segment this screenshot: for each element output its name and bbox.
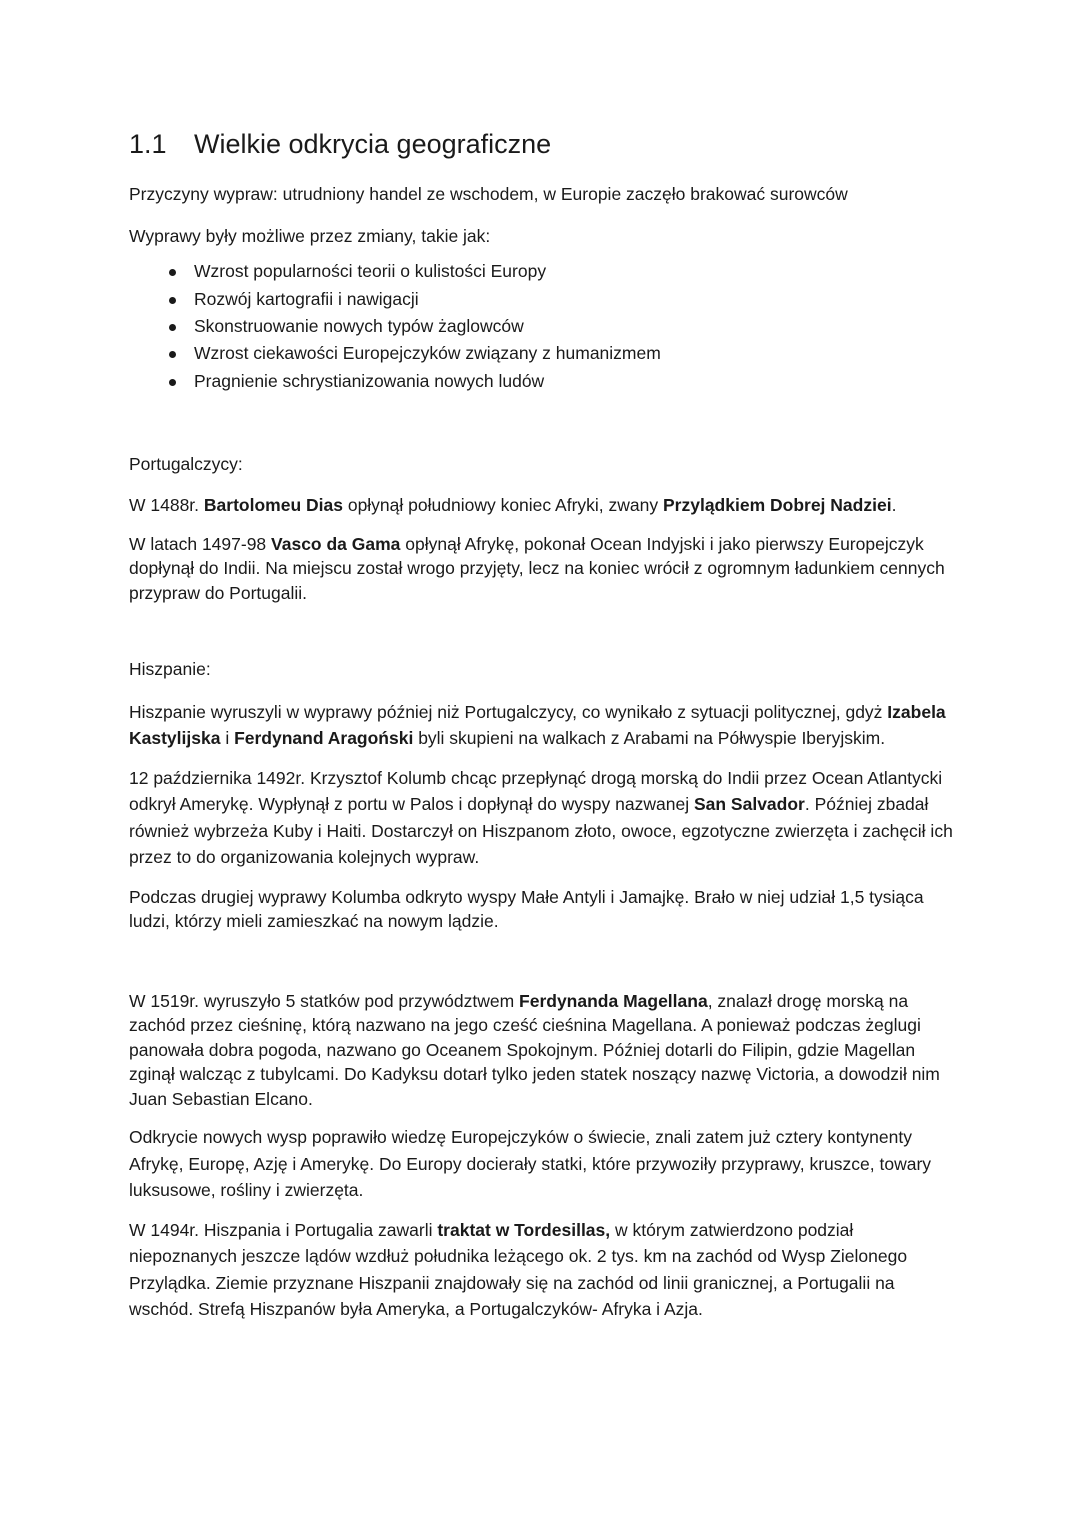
person-name: Ferdynand Aragoński bbox=[234, 728, 414, 749]
person-name: Ferdynanda Magellana bbox=[519, 990, 708, 1011]
place-name: San Salvador bbox=[693, 794, 805, 815]
person-name: Bartolomeu Dias bbox=[203, 495, 343, 516]
portugal-paragraph-gama: W latach 1497-98 Vasco da Gama opłynął Afrykę, pokonał Ocean Indyjski i jako pierwszy Europejczyk dopłynął do Indii. Na miejscu został wrogo przyjęty, lecz na koniec wrócił z ogromnym ładunkiem cennych przypraw do Portugalii. bbox=[129, 533, 945, 603]
list-item: Wzrost ciekawości Europejczyków związany z humanizmem bbox=[129, 340, 960, 367]
spain-paragraph-second-voyage: Podczas drugiej wyprawy Kolumba odkryto wyspy Małe Antyli i Jamajkę. Brało w niej udział 1,5 tysiąca ludzi, którzy mieli zamieszkać na nowym lądzie. bbox=[129, 886, 924, 932]
list-item: Wzrost popularności teorii o kulistości Europy bbox=[129, 258, 960, 285]
list-item: Rozwój kartografii i nawigacji bbox=[129, 286, 960, 313]
list-item: Skonstruowanie nowych typów żaglowców bbox=[129, 313, 960, 340]
treaty-name: traktat w Tordesillas, bbox=[437, 1219, 611, 1240]
knowledge-paragraph: Odkrycie nowych wysp poprawiło wiedzę Europejczyków o świecie, znali zatem już cztery kontynenty Afrykę, Europę, Azję i Amerykę. Do Europy docierały statki, które przywoziły przyprawy, kruszce, towary luksusowe, rośliny i zwierzęta. bbox=[129, 1127, 932, 1201]
changes-list bbox=[129, 258, 960, 394]
spain-heading: Hiszpanie: bbox=[129, 659, 211, 680]
magellan-paragraph: W 1519r. wyruszyło 5 statków pod przywództwem Ferdynanda Magellana, znalazł drogę morską na zachód przez cieśninę, którą nazwano na jego cześć cieśnina Magellana. A ponieważ podczas żeglugi panowała dobra pogoda, nazwano go Oceanem Spokojnym. Później dotarli do Filipin, gdzie Magellan zginął walcząc z tubylcami. Do Kadyksu dotarł tylko jeden statek noszący nazwę Victoria, a dowodził nim Juan Sebastian Elcano. bbox=[129, 990, 940, 1109]
spain-paragraph-politics: Hiszpanie wyruszyli w wyprawy później niż Portugalczycy, co wynikało z sytuacji politycznej, gdyż Izabela Kastylijska i Ferdynand Aragoński byli skupieni na walkach z Arabami na Półwyspie Iberyjskim. bbox=[129, 701, 946, 749]
tordesillas-paragraph: W 1494r. Hiszpania i Portugalia zawarli traktat w Tordesillas, w którym zatwierdzono podział niepoznanych jeszcze lądów wzdłuż południka leżącego ok. 2 tys. km na zachód od Wysp Zielonego Przylądka. Ziemie przyznane Hiszpanii znajdowały się na zachód od linii granicznej, a Portugalii na wschód. Strefą Hiszpanów była Ameryka, a Portugalczyków- Afryka i Azja. bbox=[129, 1219, 908, 1320]
person-name: Vasco da Gama bbox=[271, 533, 401, 554]
section-heading bbox=[129, 128, 960, 160]
possible-lead-paragraph: Wyprawy były możliwe przez zmiany, takie jak: bbox=[129, 225, 491, 246]
spain-paragraph-columbus: 12 października 1492r. Krzysztof Kolumb chcąc przepłynąć drogą morską do Indii przez Ocean Atlantycki odkrył Amerykę. Wypłynął z portu w Palos i dopłynął do wyspy nazwanej San Salvador. Później zbadał również wybrzeża Kuby i Haiti. Dostarczył on Hiszpanom złoto, owoce, egzotyczne zwierzęta i zachęcił ich przez to do organizowania kolejnych wypraw. bbox=[129, 767, 953, 868]
portugal-heading: Portugalczycy: bbox=[129, 453, 243, 474]
portugal-paragraph-dias: W 1488r. Bartolomeu Dias opłynął południowy koniec Afryki, zwany Przylądkiem Dobrej Nadziei. bbox=[129, 495, 897, 516]
place-name: Przylądkiem Dobrej Nadziei bbox=[663, 495, 892, 516]
list-item: Pragnienie schrystianizowania nowych ludów bbox=[129, 368, 960, 395]
person-name: Izabela Kastylijska bbox=[129, 701, 946, 749]
section-number: 1.1 bbox=[129, 129, 167, 159]
causes-paragraph: Przyczyny wypraw: utrudniony handel ze wschodem, w Europie zaczęło brakować surowców bbox=[129, 184, 848, 205]
section-title: Wielkie odkrycia geograficzne bbox=[194, 129, 552, 159]
